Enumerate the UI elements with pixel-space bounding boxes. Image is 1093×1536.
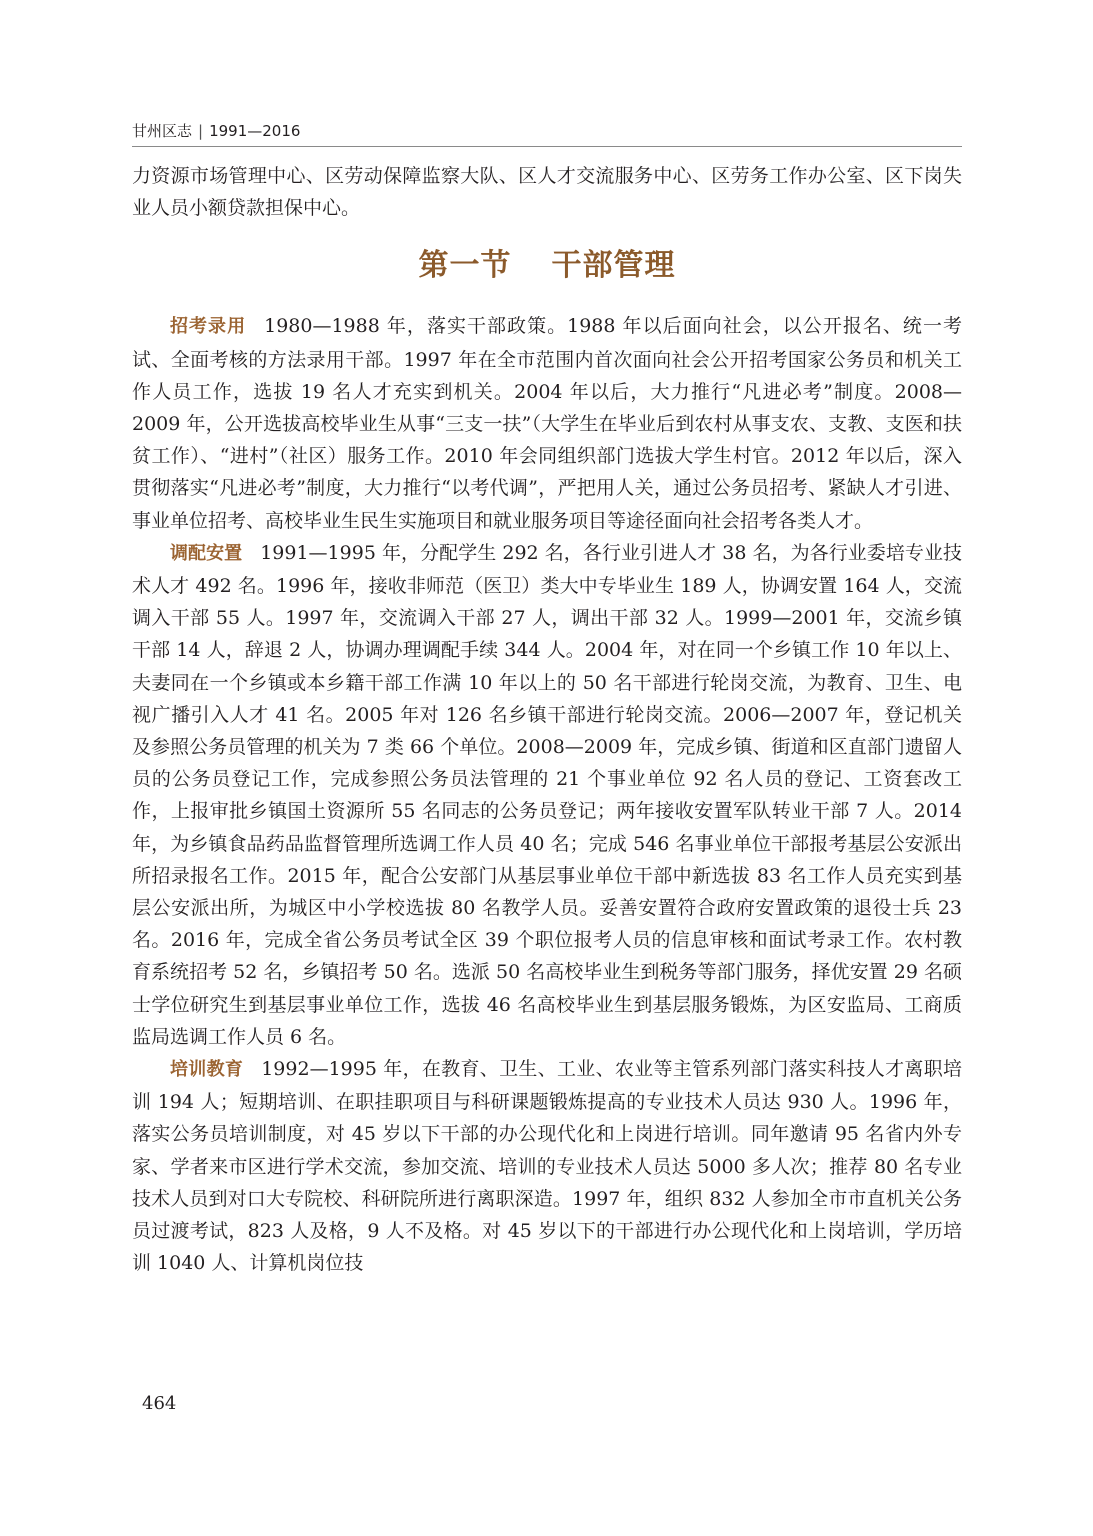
page-body xyxy=(132,160,962,1280)
header-separator: | xyxy=(198,122,204,140)
book-years: 1991—2016 xyxy=(209,122,301,140)
page-number: 464 xyxy=(142,1393,177,1414)
paragraph-recruitment xyxy=(132,310,962,536)
paragraph-text: 1991—1995 年，分配学生 292 名，各行业引进人才 38 名，为各行业委培专业技术人才 492 名。1996 年，接收非师范（医卫）类大中专毕业生 189 人，协调安置 164 人，交流调入干部 55 人。1997 年，交流调入干部 27 人，调出干部 32 人。1999—2001 年，交流乡镇干部 14 人，辞退 2 人，协调办理调配手续 344 人。2004 年，对在同一个乡镇工作 10 年以上、夫妻同在一个乡镇或本乡籍干部工作满 10 年以上的 50 名干部进行轮岗交流，为教育、卫生、电视广播引入人才 41 名。2005 年对 126 名乡镇干部进行轮岗交流。2006—2007 年，登记机关及参照公务员管理的机关为 7 类 66 个单位。2008—2009 年，完成乡镇、街道和区直部门遗留人员的公务员登记工作，完成参照公务员法管理的 21 个事业单位 92 名人员的登记、工资套改工作，上报审批乡镇国土资源所 55 名同志的公务员登记；两年接收安置军队转业干部 7 人。2014 年，为乡镇食品药品监督管理所选调工作人员 40 名；完成 546 名事业单位干部报考基层公安派出所招录报名工作。2015 年，配合公安部门从基层事业单位干部中新选拔 83 名工作人员充实到基层公安派出所，为城区中小学校选拔 80 名教学人员。妥善安置符合政府安置政策的退役士兵 23 名。2016 年，完成全省公务员考试全区 39 个职位报考人员的信息审核和面试考录工作。农村教育系统招考 52 名，乡镇招考 50 名。选派 50 名高校毕业生到税务等部门服务，择优安置 29 名硕士学位研究生到基层事业单位工作，选拔 46 名高校毕业生到基层服务锻炼，为区安监局、工商质监局选调工作人员 6 名。 xyxy=(132,541,962,1048)
paragraph-training xyxy=(132,1053,962,1279)
paragraph-keyword: 培训教育 xyxy=(170,1059,244,1081)
paragraph-allocation xyxy=(132,537,962,1053)
section-title xyxy=(132,244,962,288)
intro-paragraph: 力资源市场管理中心、区劳动保障监察大队、区人才交流服务中心、区劳务工作办公室、区下岗失业人员小额贷款担保中心。 xyxy=(132,165,962,220)
running-header xyxy=(132,120,962,147)
book-title: 甘州区志 xyxy=(132,122,193,140)
paragraph-text: 1980—1988 年，落实干部政策。1988 年以后面向社会，以公开报名、统一考试、全面考核的方法录用干部。1997 年在全市范围内首次面向社会公开招考国家公务员和机关工作人员工作，选拔 19 名人才充实到机关。2004 年以后，大力推行“凡进必考”制度。2008—2009 年，公开选拔高校毕业生从事“三支一扶”（大学生在毕业后到农村从事支农、支教、支医和扶贫工作）、“进村”（社区）服务工作。2010 年会同组织部门选拔大学生村官。2012 年以后，深入贯彻落实“凡进必考”制度，大力推行“以考代调”，严把用人关，通过公务员招考、紧缺人才引进、事业单位招考、高校毕业生民生实施项目和就业服务项目等途径面向社会招考各类人才。 xyxy=(132,315,962,532)
section-heading: 干部管理 xyxy=(551,248,676,284)
section-number: 第一节 xyxy=(418,248,512,284)
paragraph-keyword: 招考录用 xyxy=(170,316,247,338)
paragraph-keyword: 调配安置 xyxy=(170,542,243,564)
paragraph-text: 1992—1995 年，在教育、卫生、工业、农业等主管系列部门落实科技人才离职培训 194 人；短期培训、在职挂职项目与科研课题锻炼提高的专业技术人员达 930 人。1996 年，落实公务员培训制度，对 45 岁以下干部的办公现代化和上岗进行培训。同年邀请 95 名省内外专家、学者来市区进行学术交流，参加交流、培训的专业技术人员达 5000 多人次；推荐 80 名专业技术人员到对口大专院校、科研院所进行离职深造。1997 年，组织 832 人参加全市市直机关公务员过渡考试，823 人及格，9 人不及格。对 45 岁以下的干部进行办公现代化和上岗培训，学历培训 1040 人、计算机岗位技 xyxy=(132,1058,963,1275)
